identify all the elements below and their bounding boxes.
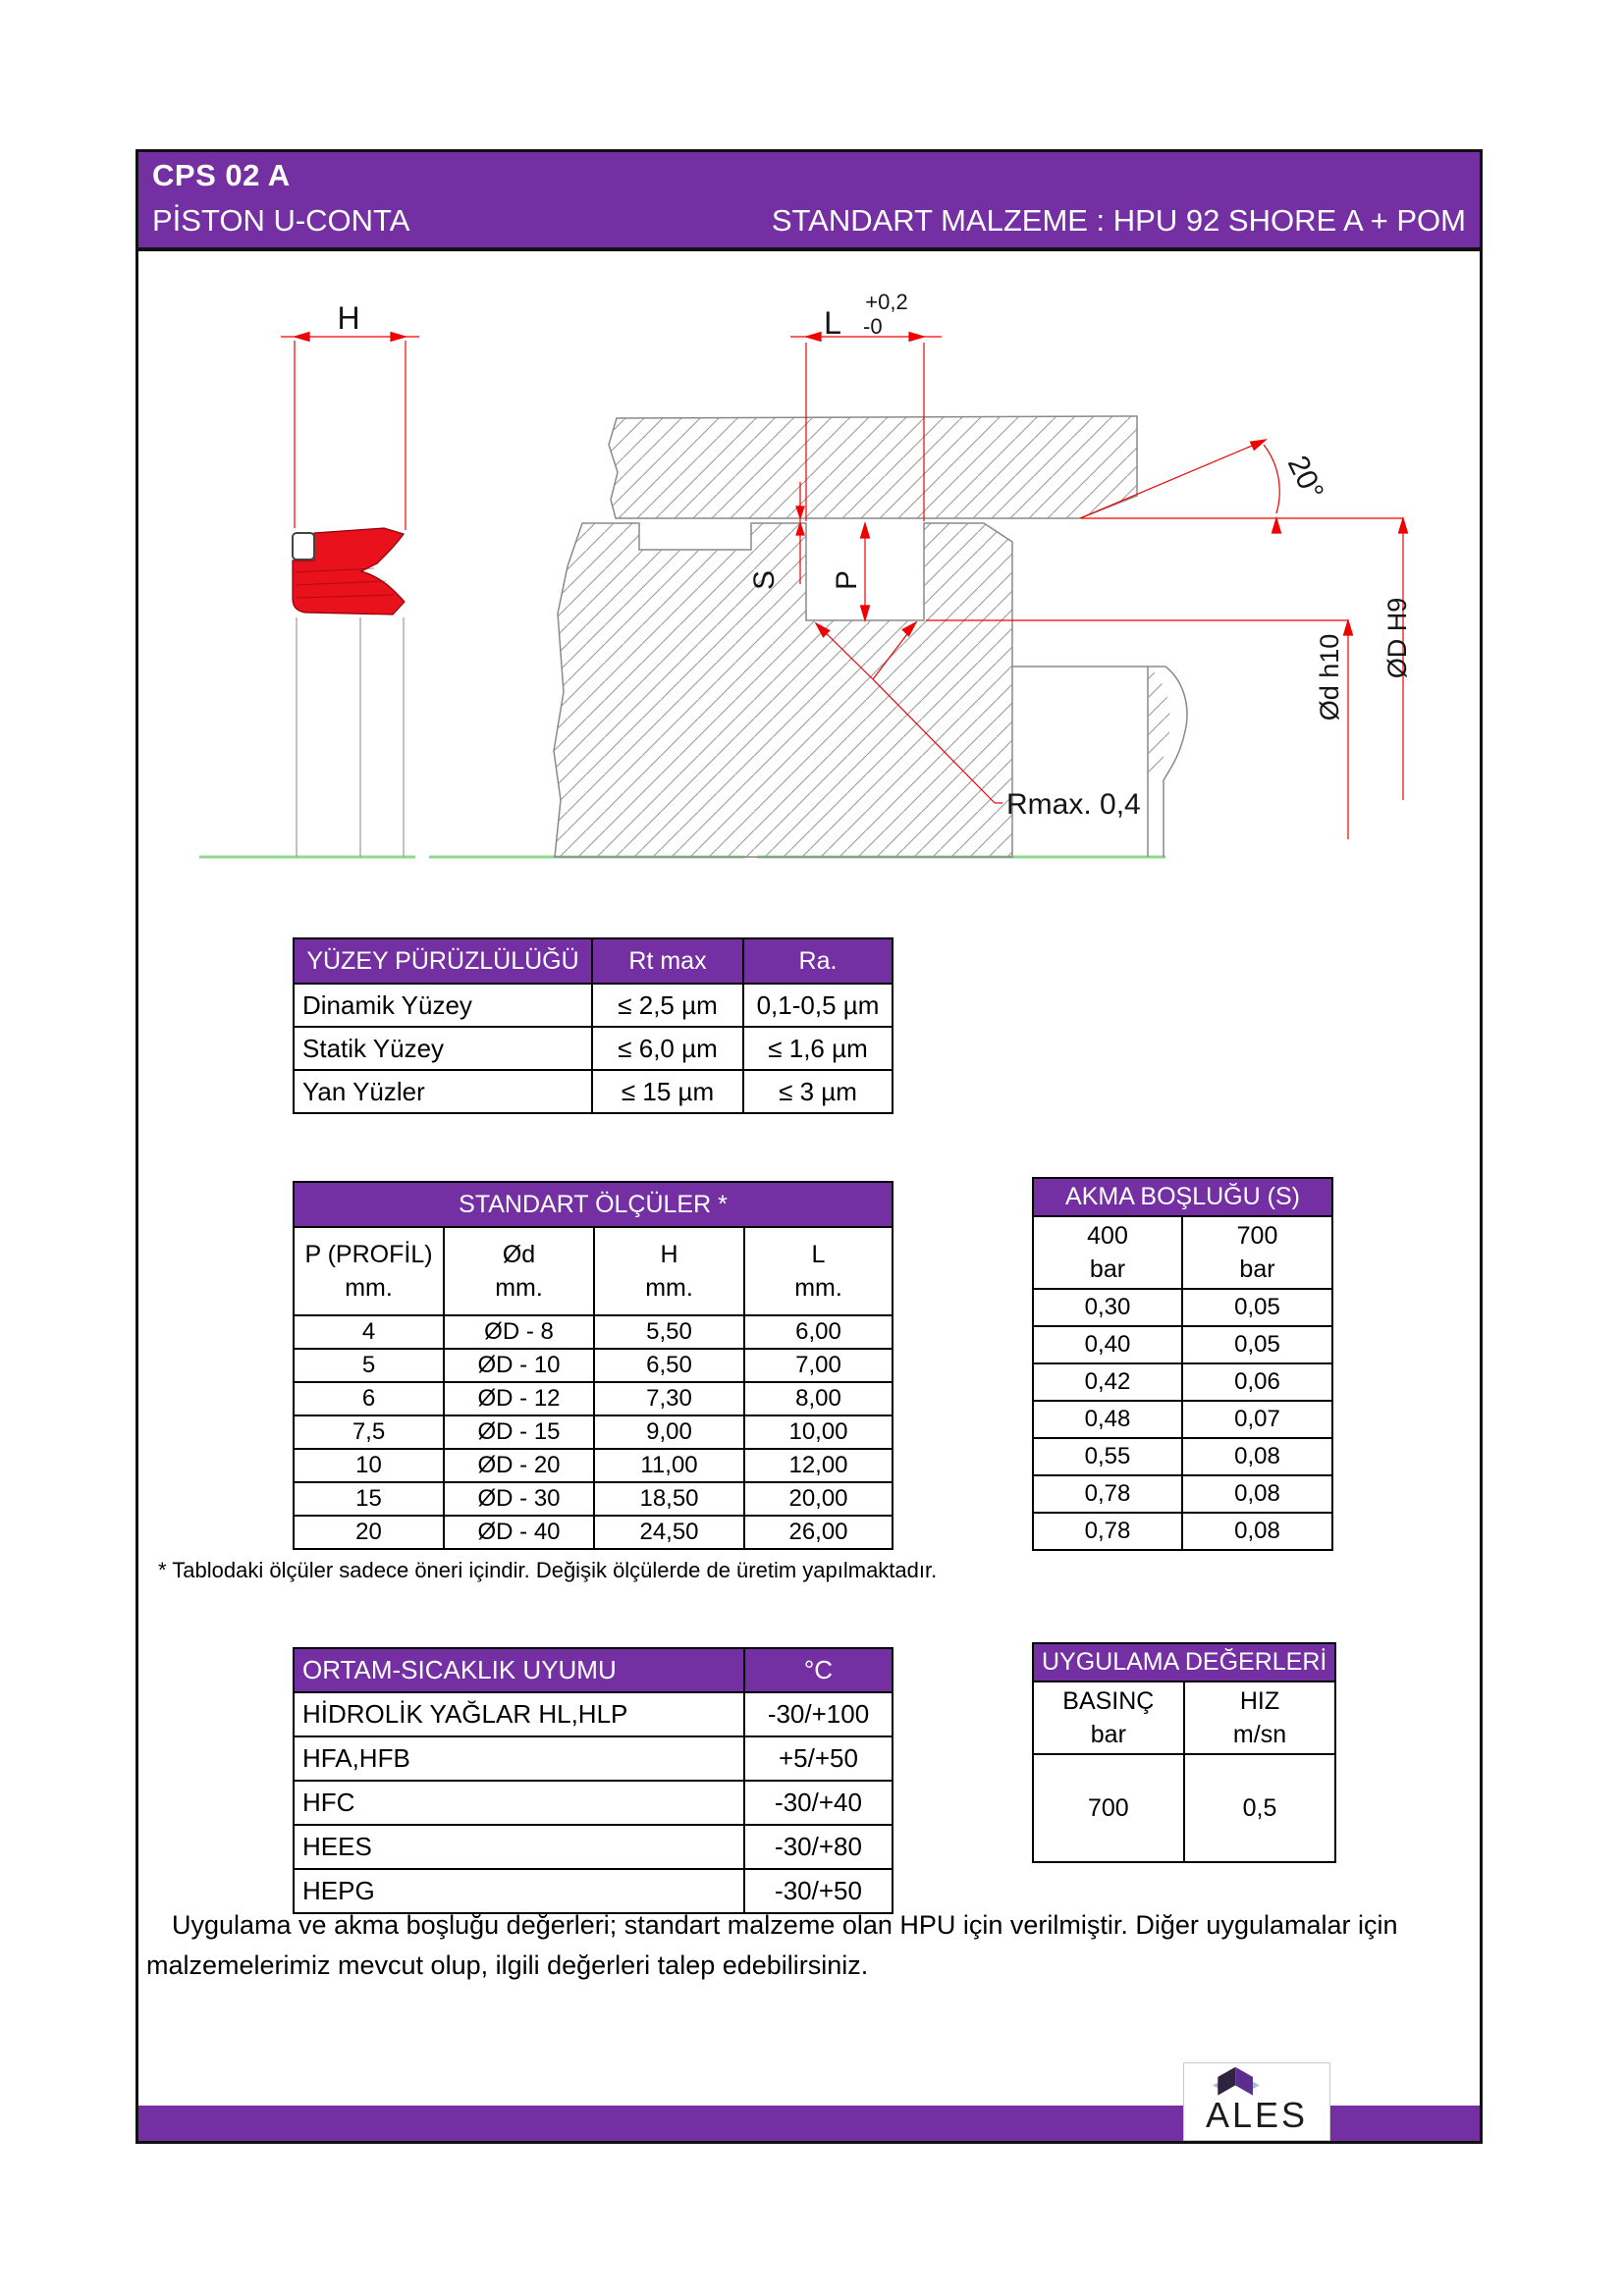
table-row: 5 ØD - 10 6,50 7,00 xyxy=(294,1349,893,1382)
label-P: P xyxy=(831,569,863,591)
application-note-line1: Uygulama ve akma boşluğu değerleri; standart malzeme olan HPU için verilmiştir. Diğer uygulamalar için xyxy=(172,1910,1398,1940)
technical-drawing xyxy=(138,290,1480,879)
col-speed: HIZ m/sn xyxy=(1184,1682,1336,1754)
table-row: Statik Yüzey ≤ 6,0 µm ≤ 1,6 µm xyxy=(294,1027,893,1070)
table-row: 10 ØD - 20 11,00 12,00 xyxy=(294,1449,893,1482)
dimensions-footnote: * Tablodaki ölçüler sadece öneri içindir. Değişik ölçülerde de üretim yapılmaktadır. xyxy=(158,1558,938,1582)
dim-H xyxy=(281,333,419,531)
title-bar xyxy=(138,152,1480,251)
product-name: PİSTON U-CONTA xyxy=(152,203,410,238)
table-row: 0,42 0,06 xyxy=(1033,1363,1332,1401)
surface-col-rtmax: Rt max xyxy=(592,938,743,984)
clearance-table-title: AKMA BOŞLUĞU (S) xyxy=(1033,1178,1332,1216)
col-profile: P (PROFİL) mm. xyxy=(294,1227,444,1315)
table-row: 15 ØD - 30 18,50 20,00 xyxy=(294,1482,893,1516)
company-logo xyxy=(1183,2062,1330,2141)
col-700bar: 700 bar xyxy=(1182,1216,1332,1289)
standard-dimensions-table xyxy=(293,1181,893,1550)
table-row: HEPG -30/+50 xyxy=(294,1869,893,1913)
label-L-tol-plus: +0,2 xyxy=(865,290,908,314)
table-row: 0,40 0,05 xyxy=(1033,1326,1332,1363)
product-code: CPS 02 A xyxy=(152,158,291,192)
cylinder-section xyxy=(609,416,1137,518)
table-row: HFA,HFB +5/+50 xyxy=(294,1736,893,1781)
application-table-title: UYGULAMA DEĞERLERİ xyxy=(1033,1643,1335,1682)
col-l: L mm. xyxy=(744,1227,893,1315)
table-row: 6 ØD - 12 7,30 8,00 xyxy=(294,1382,893,1415)
label-L-tol-minus: -0 xyxy=(863,314,883,339)
table-row: 20 ØD - 40 24,50 26,00 xyxy=(294,1516,893,1549)
datasheet-page xyxy=(135,149,1483,2144)
label-angle: 20° xyxy=(1280,451,1330,506)
col-h: H mm. xyxy=(594,1227,744,1315)
col-400bar: 400 bar xyxy=(1033,1216,1182,1289)
label-rmax: Rmax. 0,4 xyxy=(1006,788,1141,821)
label-H: H xyxy=(337,300,360,336)
label-bore-dia: ØD H9 xyxy=(1382,597,1412,679)
standard-material: STANDART MALZEME : HPU 92 SHORE A + POM xyxy=(771,203,1466,238)
shaft-hatch xyxy=(1148,667,1170,786)
application-note xyxy=(146,1905,1462,1986)
extrusion-gap-table xyxy=(1032,1177,1333,1551)
application-values-table xyxy=(1032,1642,1336,1863)
table-row: Yan Yüzler ≤ 15 µm ≤ 3 µm xyxy=(294,1070,893,1113)
col-od: Ød mm. xyxy=(444,1227,594,1315)
ales-logo-icon xyxy=(1208,2065,1265,2099)
surface-col-ra: Ra. xyxy=(743,938,893,984)
backup-ring xyxy=(293,533,314,560)
table-row: 0,30 0,05 xyxy=(1033,1289,1332,1326)
piston-section xyxy=(554,523,1012,857)
table-row: HFC -30/+40 xyxy=(294,1781,893,1825)
table-row: 7,5 ØD - 15 9,00 10,00 xyxy=(294,1415,893,1449)
application-note-line2: malzemelerimiz mevcut olup, ilgili değerleri talep edebilirsiniz. xyxy=(146,1950,869,1980)
surface-table-title: YÜZEY PÜRÜZLÜLÜĞÜ xyxy=(294,938,592,984)
seal-side-lines xyxy=(297,617,404,857)
table-row: 700 0,5 xyxy=(1033,1754,1335,1862)
media-temperature-table xyxy=(293,1647,893,1914)
label-rod-dia: Ød h10 xyxy=(1315,633,1344,721)
temperature-table-title: ORTAM-SICAKLIK UYUMU xyxy=(294,1648,744,1692)
dimensions-table-title: STANDART ÖLÇÜLER * xyxy=(294,1182,893,1227)
surface-roughness-table xyxy=(293,937,893,1114)
table-row: HİDROLİK YAĞLAR HL,HLP -30/+100 xyxy=(294,1692,893,1736)
table-row: 0,78 0,08 xyxy=(1033,1475,1332,1513)
table-row: 0,55 0,08 xyxy=(1033,1438,1332,1475)
table-row: HEES -30/+80 xyxy=(294,1825,893,1869)
table-row: 0,48 0,07 xyxy=(1033,1401,1332,1438)
table-row: 4 ØD - 8 5,50 6,00 xyxy=(294,1315,893,1349)
logo-text: ALES xyxy=(1205,2095,1309,2135)
table-row: Dinamik Yüzey ≤ 2,5 µm 0,1-0,5 µm xyxy=(294,984,893,1027)
temperature-col-c: °C xyxy=(744,1648,893,1692)
col-pressure: BASINÇ bar xyxy=(1033,1682,1184,1754)
table-row: 0,78 0,08 xyxy=(1033,1513,1332,1550)
label-S: S xyxy=(748,569,781,591)
label-L: L xyxy=(824,305,841,341)
